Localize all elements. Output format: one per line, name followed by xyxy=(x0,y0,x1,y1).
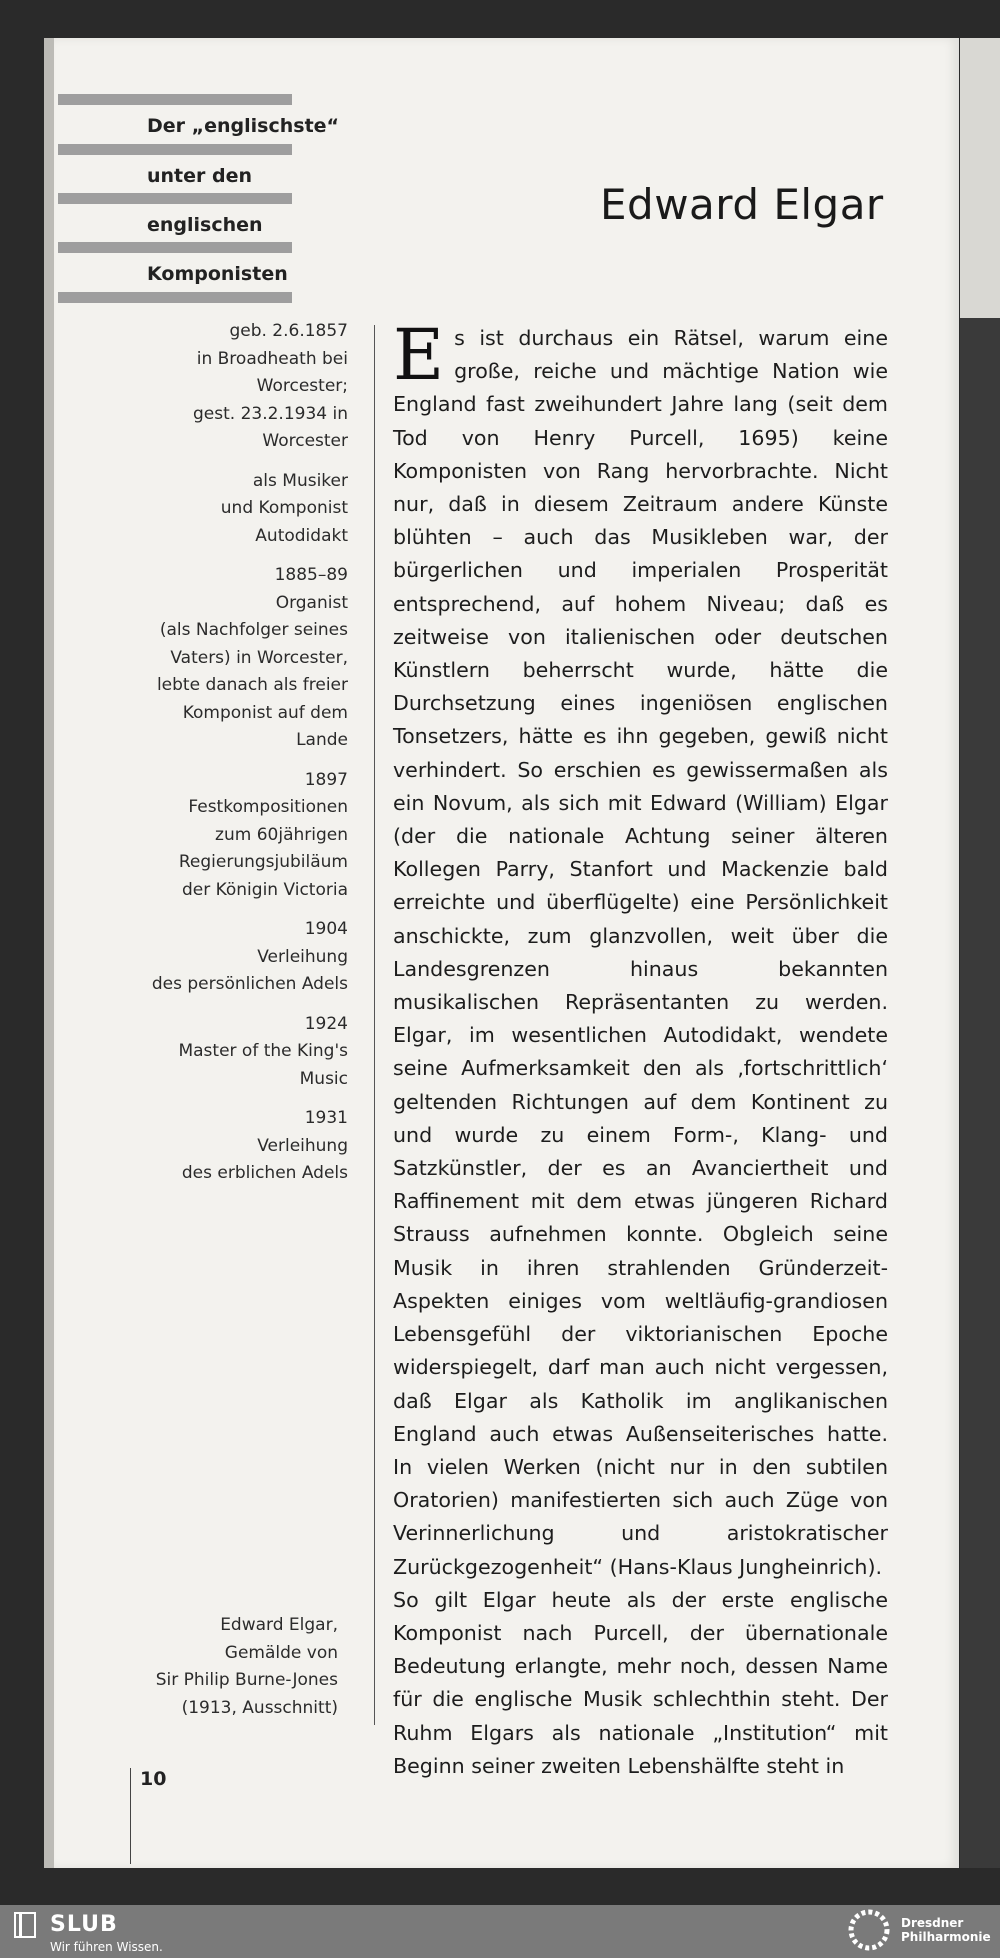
page-number-rule xyxy=(130,1768,131,1864)
sidebar-line: Master of the King's xyxy=(178,1041,348,1061)
sidebar-line: Lande xyxy=(296,730,348,750)
sidebar-line: 1885–89 xyxy=(274,565,348,585)
banner-bar xyxy=(58,242,292,253)
sidebar-line: und Komponist xyxy=(220,498,348,518)
facing-page-dark-area xyxy=(960,318,1000,1868)
philharmonie-line1: Dresdner xyxy=(901,1916,964,1930)
sidebar-line: Regierungsjubiläum xyxy=(178,852,348,872)
banner-bar xyxy=(58,94,292,105)
sidebar-line: 1931 xyxy=(304,1108,348,1128)
sidebar-line: Worcester; xyxy=(256,376,348,396)
sidebar-group-1924 xyxy=(120,1011,348,1094)
banner-line: unter den xyxy=(147,165,253,187)
slub-tagline: Wir führen Wissen. xyxy=(50,1940,163,1954)
banner-line: Der „englischste“ xyxy=(147,115,340,137)
sidebar-group-autodidact xyxy=(120,468,348,551)
philharmonie-name xyxy=(901,1916,991,1944)
sidebar-line: der Königin Victoria xyxy=(181,879,348,900)
sidebar-line: geb. 2.6.1857 xyxy=(229,321,348,341)
body-paragraph: So gilt Elgar heute als der erste englische Komponist nach Purcell, der übernationale Bedeutung erlangte, mehr noch, dessen Name für die englische Musik schlechthin steht. Der Ruhm Elgars als nationale „Institution“ mit Beginn seiner zweiten Lebenshälfte steht in xyxy=(393,1587,888,1778)
paragraph-text: s ist durchaus ein Rätsel, warum eine große, reiche und mächtige Nation wie England fast zweihundert Jahre lang (seit dem Tod von Henry Purcell, 1695) keine Komponisten von Rang hervorbrachte. Nicht nur, daß in diesem Zeitraum andere Künste blühten – auch das Musikleben war, der bürgerlichen und imperialen Prosperität entsprechend, auf hohem Niveau; daß es zeitweise von italienischen oder deutschen Künstlern beherrscht wurde, hätte die Durchsetzung eines ingeniösen englischen Tonsetzers, hätte es ihn gegeben, gewiß nicht verhindert. So erschien es gewissermaßen als ein Novum, als sich mit Edward (William) Elgar (der die nationale Achtung seiner älteren Kollegen Parry, Stanfort und Mackenzie bald erreichte und überflügelte) eine Persönlichkeit anschickte, zum glanzvollen, weit über die Landesgrenzen hinaus bekannten musikalischen Repräsentanten zu werden. Elgar, im wesentlichen Autodidakt, wendete seine Aufmerksamkeit den als ‚fortschrittlich‘ geltenden Richtungen auf dem Kontinent zu und wurde zu einem Form-, Klang- und Satzkünstler, der es an Avanciertheit und Raffinement mit dem etwas jüngeren Richard Strauss aufnehmen konnte. Obgleich seine Musik in ihren strahlenden Gründerzeit-Aspekten einiges vom weltläufig-grandiosen Lebensgefühl der viktorianischen Epoche widerspiegelt, darf man auch nicht vergessen, daß Elgar als Katholik im anglikanischen England auch etwas Außenseiterisches hatte. In vielen Werken (nicht nur in den subtilen Oratorien) manifestierten sich auch Züge von Verinnerlichung und aristokratischer Zurückgezogenheit“ (Hans-Klaus Jungheinrich). xyxy=(393,326,888,1579)
article-body xyxy=(393,314,888,1783)
page-left-shadow xyxy=(44,38,54,1868)
sidebar-line: Festkompositionen xyxy=(188,797,348,817)
body-paragraph xyxy=(393,314,888,1584)
sidebar-line: Music xyxy=(299,1068,348,1089)
philharmonie-star-icon xyxy=(843,1908,895,1952)
slub-name: SLUB xyxy=(50,1912,118,1937)
caption-line: Edward Elgar, xyxy=(220,1615,338,1635)
sidebar-group-1931 xyxy=(120,1105,348,1188)
page-title: Edward Elgar xyxy=(600,180,884,229)
sidebar-line: (als Nachfolger seines xyxy=(159,620,348,640)
sidebar-line: des erblichen Adels xyxy=(181,1163,348,1183)
sidebar-group-1885 xyxy=(120,562,348,755)
sidebar-line: in Broadheath bei xyxy=(196,348,348,369)
caption-line: Sir Philip Burne-Jones xyxy=(155,1670,338,1690)
caption-line: Gemälde von xyxy=(224,1642,338,1663)
caption-line: (1913, Ausschnitt) xyxy=(181,1697,338,1718)
banner-bar xyxy=(58,193,292,204)
sidebar-line: des persönlichen Adels xyxy=(151,974,348,994)
image-caption xyxy=(120,1612,338,1722)
sidebar-line: Organist xyxy=(275,592,348,613)
page-number: 10 xyxy=(140,1768,167,1790)
sidebar-group-1904 xyxy=(120,916,348,999)
sidebar-line: Autodidakt xyxy=(255,525,348,546)
sidebar-line: Komponist auf dem xyxy=(182,702,348,723)
sidebar-line: lebte danach als freier xyxy=(156,675,348,695)
philharmonie-line2: Philharmonie xyxy=(901,1930,991,1944)
banner-line: englischen xyxy=(147,214,263,236)
sidebar-line: Verleihung xyxy=(257,946,348,967)
drop-cap: E xyxy=(393,314,445,396)
sidebar-line: Vaters) in Worcester, xyxy=(170,647,348,668)
sidebar-line: 1904 xyxy=(304,919,348,939)
sidebar-group-1897 xyxy=(120,767,348,905)
sidebar-line: als Musiker xyxy=(252,470,348,491)
sidebar-line: gest. 23.2.1934 in xyxy=(192,403,348,424)
sidebar-line: 1897 xyxy=(304,769,348,790)
sidebar-group-birth xyxy=(120,318,348,456)
banner-bar xyxy=(58,292,292,303)
sidebar-line: zum 60jährigen xyxy=(215,824,348,845)
sidebar-line: Worcester xyxy=(262,431,348,451)
sidebar-line: Verleihung xyxy=(257,1135,348,1156)
banner-bar xyxy=(58,144,292,155)
column-divider xyxy=(374,325,375,1725)
banner-line: Komponisten xyxy=(147,263,288,285)
facing-page-edge xyxy=(960,38,1000,1868)
sidebar-line: 1924 xyxy=(304,1013,348,1034)
biography-sidebar xyxy=(120,318,348,1200)
slub-book-icon xyxy=(14,1912,36,1938)
